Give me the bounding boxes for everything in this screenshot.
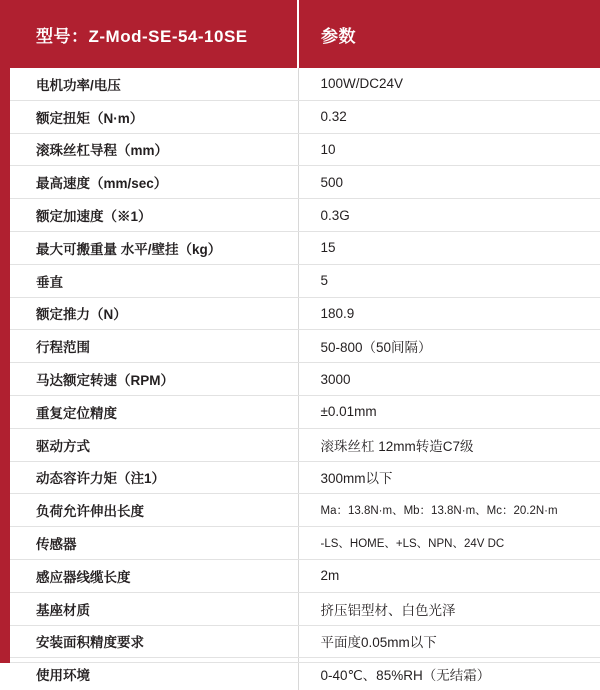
table-row xyxy=(10,166,600,199)
row-value: 15 xyxy=(298,231,600,264)
row-label: 重复定位精度 xyxy=(10,395,298,428)
table-row xyxy=(10,264,600,297)
row-label: 安装面积精度要求 xyxy=(10,625,298,658)
row-label: 负荷允许伸出长度 xyxy=(10,494,298,527)
table-row xyxy=(10,330,600,363)
row-label: 马达额定转速（RPM） xyxy=(10,363,298,396)
table-row xyxy=(10,133,600,166)
row-value: 0.32 xyxy=(298,100,600,133)
table-row xyxy=(10,527,600,560)
row-label: 最大可搬重量 水平/壁挂（kg） xyxy=(10,231,298,264)
row-label: 感应器线缆长度 xyxy=(10,559,298,592)
row-value: 挤压铝型材、白色光泽 xyxy=(298,592,600,625)
table-row xyxy=(10,231,600,264)
table-body xyxy=(10,0,600,690)
row-value: 滚珠丝杠 12mm转造C7级 xyxy=(298,428,600,461)
row-label: 使用环境 xyxy=(10,658,298,690)
table-row xyxy=(10,559,600,592)
row-label: 最高速度（mm/sec） xyxy=(10,166,298,199)
model-label: 型号： xyxy=(36,26,89,46)
row-value: 3000 xyxy=(298,363,600,396)
row-label: 动态容许力矩（注1） xyxy=(10,461,298,494)
row-label: 垂直 xyxy=(10,264,298,297)
table-row xyxy=(10,461,600,494)
table-row xyxy=(10,68,600,100)
row-label: 基座材质 xyxy=(10,592,298,625)
row-value: -LS、HOME、+LS、NPN、24V DC xyxy=(298,527,600,560)
row-value: 0-40℃、85%RH（无结霜） xyxy=(320,668,491,684)
table-row xyxy=(10,592,600,625)
row-value: 500 xyxy=(298,166,600,199)
row-value: 5 xyxy=(298,264,600,297)
model-value: Z-Mod-SE-54-10SE xyxy=(88,26,248,46)
row-label: 驱动方式 xyxy=(10,428,298,461)
row-label: 额定扭矩（N·m） xyxy=(10,100,298,133)
specification-table xyxy=(10,0,600,690)
row-value: Ma：13.8N·m、Mb：13.8N·m、Mc：20.2N·m xyxy=(298,494,600,527)
table-row xyxy=(10,395,600,428)
table-row xyxy=(10,428,600,461)
row-value: 平面度0.05mm以下 xyxy=(298,625,600,658)
row-value: 2m xyxy=(298,559,600,592)
model-header-cell xyxy=(10,0,298,68)
parameter-header-cell: 参数 xyxy=(298,0,600,68)
table-row xyxy=(10,625,600,658)
left-accent-bar xyxy=(0,0,10,663)
row-label: 额定推力（N） xyxy=(10,297,298,330)
table-row xyxy=(10,363,600,396)
row-label: 电机功率/电压 xyxy=(10,68,298,100)
table-header-row xyxy=(10,0,600,68)
row-value: 300mm以下 xyxy=(298,461,600,494)
row-value: ±0.01mm xyxy=(298,395,600,428)
table-row xyxy=(10,100,600,133)
table-row xyxy=(10,297,600,330)
row-value: 50-800（50间隔） xyxy=(298,330,600,363)
row-value: 0.3G xyxy=(298,199,600,232)
row-value: 180.9 xyxy=(298,297,600,330)
row-label: 传感器 xyxy=(10,527,298,560)
table-row xyxy=(10,494,600,527)
row-label: 额定加速度（※1） xyxy=(10,199,298,232)
row-label: 滚珠丝杠导程（mm） xyxy=(10,133,298,166)
row-value: 100W/DC24V xyxy=(298,68,600,100)
row-label: 行程范围 xyxy=(10,330,298,363)
table-row xyxy=(10,199,600,232)
row-value: 10 xyxy=(298,133,600,166)
